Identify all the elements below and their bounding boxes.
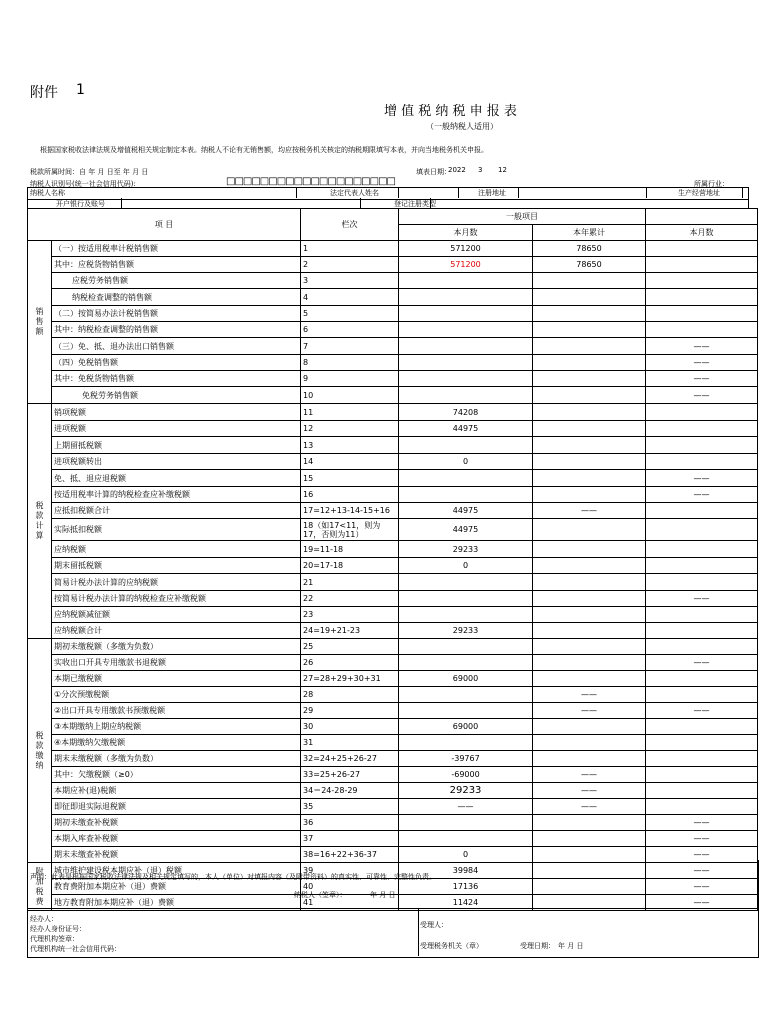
row-ytd-value[interactable]: [533, 338, 646, 355]
reg-addr-label: 注册地址: [478, 189, 506, 197]
fill-year: 2022: [448, 166, 466, 174]
row-month-value[interactable]: 29233: [399, 783, 533, 799]
row-month2-value[interactable]: [646, 623, 758, 639]
taxpayer-id-label: 纳税人识别号(统一社会信用代码):: [30, 180, 136, 188]
row-item: 按适用税率计算的纳税检查应补缴税额: [52, 487, 301, 503]
row-item: 简易计税办法计算的应纳税额: [52, 574, 301, 591]
row-ytd-value[interactable]: [533, 639, 646, 655]
row-month-value[interactable]: 17136: [399, 879, 533, 895]
row-item: （二）按简易办法计税销售额: [52, 306, 301, 322]
row-line: 3: [301, 273, 399, 289]
row-item: 期初未缴查补税额: [52, 815, 301, 831]
table-row: [28, 257, 758, 273]
row-ytd-value[interactable]: [533, 831, 646, 847]
row-item: 其中：应税货物销售额: [52, 257, 301, 273]
row-month-value[interactable]: [399, 591, 533, 607]
fill-day: 12: [498, 166, 507, 174]
row-month2-value[interactable]: [646, 574, 758, 591]
row-month-value[interactable]: [399, 815, 533, 831]
row-item: ④本期缴纳欠缴税额: [52, 735, 301, 751]
table-row: [28, 289, 758, 306]
row-line: 21: [301, 574, 399, 591]
row-month2-value[interactable]: [646, 437, 758, 454]
row-line: 7: [301, 338, 399, 355]
row-month-value[interactable]: 74208: [399, 404, 533, 421]
row-ytd-value[interactable]: 78650: [533, 241, 646, 257]
row-month2-value[interactable]: [646, 751, 758, 767]
row-month2-value[interactable]: ——: [646, 338, 758, 355]
row-month2-value[interactable]: [646, 783, 758, 799]
attachment-number: 1: [76, 82, 85, 98]
table-row: [28, 470, 758, 487]
table-row: [28, 338, 758, 355]
row-month-value[interactable]: 11424: [399, 895, 533, 911]
row-month2-value[interactable]: [646, 503, 758, 519]
table-row: [28, 404, 758, 421]
row-ytd-value[interactable]: [533, 355, 646, 371]
row-item: 实际抵扣税额: [52, 519, 301, 541]
intro-text: 根据国家税收法律法规及增值税相关规定制定本表。纳税人不论有无销售额，均应按税务机关核定的纳税期限填写本表，并向当地税务机关申报。: [40, 146, 488, 154]
row-ytd-value[interactable]: ——: [533, 687, 646, 703]
row-month-value[interactable]: [399, 655, 533, 671]
row-line: 13: [301, 437, 399, 454]
row-ytd-value[interactable]: ——: [533, 767, 646, 783]
row-month-value[interactable]: [399, 387, 533, 404]
row-item: 实收出口开具专用缴款书退税额: [52, 655, 301, 671]
receiver-office-label: 受理税务机关（章）: [420, 942, 483, 950]
row-month2-value[interactable]: ——: [646, 387, 758, 404]
agent-box: [27, 908, 759, 958]
row-ytd-value[interactable]: [533, 574, 646, 591]
row-ytd-value[interactable]: 78650: [533, 257, 646, 273]
section-tax-paid: 税款缴纳: [28, 639, 52, 863]
table-row: [28, 831, 758, 847]
row-ytd-value[interactable]: [533, 558, 646, 574]
row-month2-value[interactable]: [646, 273, 758, 289]
row-ytd-value[interactable]: [533, 289, 646, 306]
table-row: [28, 322, 758, 338]
row-ytd-value[interactable]: ——: [533, 799, 646, 815]
row-ytd-value[interactable]: ——: [533, 703, 646, 719]
row-month-value[interactable]: 0: [399, 847, 533, 863]
receiver-label: 受理人：: [420, 921, 448, 929]
row-ytd-value[interactable]: [533, 487, 646, 503]
row-item: 本期应补(退)税额: [52, 783, 301, 799]
table-row: [28, 591, 758, 607]
row-ytd-value[interactable]: [533, 671, 646, 687]
header-general: 一般项目: [399, 209, 646, 225]
header-ytd: 本年累计: [533, 225, 646, 241]
row-month-value[interactable]: -39767: [399, 751, 533, 767]
row-item: 即征即退实际退税额: [52, 799, 301, 815]
table-row: [28, 273, 758, 289]
row-line: 29: [301, 703, 399, 719]
row-item: 进项税额: [52, 421, 301, 437]
row-ytd-value[interactable]: [533, 607, 646, 623]
row-month2-value[interactable]: ——: [646, 895, 758, 911]
row-month2-value[interactable]: [646, 421, 758, 437]
row-month-value[interactable]: -69000: [399, 767, 533, 783]
row-item: 其中：免税货物销售额: [52, 371, 301, 387]
table-row: [28, 387, 758, 404]
row-ytd-value[interactable]: [533, 751, 646, 767]
row-month2-value[interactable]: [646, 799, 758, 815]
row-line: 6: [301, 322, 399, 338]
row-month-value[interactable]: 44975: [399, 503, 533, 519]
row-line: 34＝24-28-29: [301, 783, 399, 799]
row-item: 本期入库查补税额: [52, 831, 301, 847]
agency-code-label: 代理机构统一社会信用代码：: [30, 945, 121, 953]
table-row: [28, 306, 758, 322]
row-month2-value[interactable]: [646, 719, 758, 735]
row-ytd-value[interactable]: [533, 387, 646, 404]
row-line: 23: [301, 607, 399, 623]
row-ytd-value[interactable]: [533, 735, 646, 751]
row-item: 城市维护建设税本期应补（退）税额: [52, 863, 301, 879]
row-month2-value[interactable]: [646, 671, 758, 687]
row-item: 其中：纳税检查调整的销售额: [52, 322, 301, 338]
row-line: 20=17-18: [301, 558, 399, 574]
table-row: [28, 735, 758, 751]
row-month2-value[interactable]: ——: [646, 355, 758, 371]
row-item: 地方教育附加本期应补（退）费额: [52, 895, 301, 911]
table-row: [28, 703, 758, 719]
row-ytd-value[interactable]: ——: [533, 503, 646, 519]
bank-label: 开户银行及账号: [56, 200, 105, 208]
table-row: [28, 719, 758, 735]
row-item: （一）按适用税率计税销售额: [52, 241, 301, 257]
row-ytd-value[interactable]: [533, 519, 646, 541]
row-month2-value[interactable]: [646, 404, 758, 421]
row-line: 27=28+29+30+31: [301, 671, 399, 687]
table-row: [28, 783, 758, 799]
row-line: 16: [301, 487, 399, 503]
row-month2-value[interactable]: [646, 322, 758, 338]
row-line: 11: [301, 404, 399, 421]
row-ytd-value[interactable]: [533, 437, 646, 454]
row-month-value[interactable]: [399, 470, 533, 487]
row-month2-value[interactable]: ——: [646, 371, 758, 387]
section-surcharge: 附加税费: [28, 863, 52, 911]
row-line: 26: [301, 655, 399, 671]
row-line: 19=11-18: [301, 541, 399, 558]
fill-month: 3: [478, 166, 483, 174]
row-ytd-value[interactable]: [533, 541, 646, 558]
row-month-value[interactable]: 0: [399, 454, 533, 470]
row-line: 40: [301, 879, 399, 895]
table-row: [28, 623, 758, 639]
row-ytd-value[interactable]: [533, 421, 646, 437]
table-row: [28, 541, 758, 558]
row-item: 应纳税额: [52, 541, 301, 558]
table-row: [28, 607, 758, 623]
row-month-value[interactable]: 29233: [399, 623, 533, 639]
table-row: [28, 487, 758, 503]
row-month-value[interactable]: [399, 831, 533, 847]
row-line: 22: [301, 591, 399, 607]
row-line: 4: [301, 289, 399, 306]
table-row: [28, 371, 758, 387]
row-item: （三）免、抵、退办法出口销售额: [52, 338, 301, 355]
row-item: 应抵扣税额合计: [52, 503, 301, 519]
row-line: 30: [301, 719, 399, 735]
prod-addr-label: 生产经营地址: [678, 189, 720, 197]
header-month-2: 本月数: [646, 225, 758, 241]
row-month-value[interactable]: [399, 487, 533, 503]
row-ytd-value[interactable]: [533, 371, 646, 387]
row-month2-value[interactable]: [646, 289, 758, 306]
row-month-value[interactable]: 69000: [399, 719, 533, 735]
row-ytd-value[interactable]: ——: [533, 783, 646, 799]
receive-date-label: 受理日期：: [520, 942, 555, 950]
row-ytd-value[interactable]: [533, 815, 646, 831]
row-month2-value[interactable]: ——: [646, 487, 758, 503]
declaration-box: [27, 860, 759, 909]
row-month-value[interactable]: 571200: [399, 257, 533, 273]
row-item: ③本期缴纳上期应纳税额: [52, 719, 301, 735]
declaration-text: 声明：此表是根据国家税收法律法规及相关规定填写的，本人（单位）对填报内容（及附带资料）的真实性、可靠性、完整性负责。: [30, 873, 436, 881]
row-item: 本期已缴税额: [52, 671, 301, 687]
row-month-value[interactable]: ——: [399, 799, 533, 815]
row-line: 12: [301, 421, 399, 437]
row-ytd-value[interactable]: [533, 591, 646, 607]
taxpayer-id-boxes[interactable]: □□□□□□□□□□□□□□□□□□□□: [226, 176, 395, 187]
row-line: 18（如17<11，则为17，否则为11）: [301, 519, 399, 541]
table-row: [28, 437, 758, 454]
row-month-value[interactable]: [399, 355, 533, 371]
row-month-value[interactable]: [399, 338, 533, 355]
row-item: 纳税检查调整的销售额: [52, 289, 301, 306]
row-item: 期末未缴查补税额: [52, 847, 301, 863]
row-month-value[interactable]: 39984: [399, 863, 533, 879]
row-item: 期末留抵税额: [52, 558, 301, 574]
section-sales: 销售额: [28, 241, 52, 404]
row-ytd-value[interactable]: [533, 322, 646, 338]
row-month-value[interactable]: [399, 703, 533, 719]
table-row: [28, 687, 758, 703]
row-month-value[interactable]: 29233: [399, 541, 533, 558]
row-item: ②出口开具专用缴款书预缴税额: [52, 703, 301, 719]
row-month-value[interactable]: [399, 437, 533, 454]
row-month2-value[interactable]: ——: [646, 591, 758, 607]
industry-label: 所属行业：: [694, 180, 729, 188]
row-item: 按简易计税办法计算的纳税检查应补缴税额: [52, 591, 301, 607]
row-month-value[interactable]: [399, 322, 533, 338]
page-title: 增 值 税 纳 税 申 报 表: [384, 104, 517, 119]
row-month2-value[interactable]: ——: [646, 470, 758, 487]
table-row: [28, 454, 758, 470]
row-line: 37: [301, 831, 399, 847]
row-line: 24=19+21-23: [301, 623, 399, 639]
table-row: [28, 574, 758, 591]
row-month-value[interactable]: [399, 289, 533, 306]
reg-type-label: 登记注册类型: [394, 200, 436, 208]
row-line: 1: [301, 241, 399, 257]
table-row: [28, 519, 758, 541]
row-month-value[interactable]: [399, 735, 533, 751]
row-month2-value[interactable]: [646, 241, 758, 257]
row-ytd-value[interactable]: [533, 306, 646, 322]
row-line: 36: [301, 815, 399, 831]
row-month-value[interactable]: 571200: [399, 241, 533, 257]
table-row: [28, 503, 758, 519]
row-line: 33=25+26-27: [301, 767, 399, 783]
tax-table: [27, 208, 758, 911]
row-month2-value[interactable]: [646, 687, 758, 703]
row-month2-value[interactable]: [646, 257, 758, 273]
period-text: 税款所属时间：自 年 月 日至 年 月 日: [30, 168, 149, 176]
section-tax-calc: 税款计算: [28, 404, 52, 639]
row-month2-value[interactable]: ——: [646, 879, 758, 895]
header-month: 本月数: [399, 225, 533, 241]
header-line: 栏次: [301, 209, 399, 241]
row-month-value[interactable]: 44975: [399, 519, 533, 541]
row-item: （四）免税销售额: [52, 355, 301, 371]
row-month2-value[interactable]: ——: [646, 831, 758, 847]
table-row: [28, 241, 758, 257]
row-month2-value[interactable]: [646, 767, 758, 783]
row-line: 38=16+22+36-37: [301, 847, 399, 863]
row-item: 销项税额: [52, 404, 301, 421]
row-month-value[interactable]: [399, 306, 533, 322]
page-subtitle: （一般纳税人适用）: [426, 122, 498, 131]
header-item: 项 目: [28, 209, 301, 241]
row-ytd-value[interactable]: [533, 470, 646, 487]
row-month2-value[interactable]: [646, 558, 758, 574]
table-row: [28, 558, 758, 574]
table-row: [28, 767, 758, 783]
row-line: 28: [301, 687, 399, 703]
table-row: [28, 751, 758, 767]
table-row: [28, 355, 758, 371]
row-month-value[interactable]: [399, 607, 533, 623]
row-line: 25: [301, 639, 399, 655]
legal-rep-label: 法定代表人姓名: [330, 189, 379, 197]
agent-id-label: 经办人身份证号：: [30, 925, 86, 933]
row-ytd-value[interactable]: [533, 623, 646, 639]
row-line: 15: [301, 470, 399, 487]
row-item: 应纳税额合计: [52, 623, 301, 639]
row-month2-value[interactable]: [646, 454, 758, 470]
row-item: 进项税额转出: [52, 454, 301, 470]
row-month-value[interactable]: 0: [399, 558, 533, 574]
sign-date: 年 月 日: [370, 891, 396, 899]
attachment-label: 附件: [30, 85, 58, 101]
taxpayer-name-label: 纳税人名称: [30, 189, 65, 197]
row-item: 上期留抵税额: [52, 437, 301, 454]
row-item: 教育费附加本期应补（退）费额: [52, 879, 301, 895]
row-line: 9: [301, 371, 399, 387]
row-month2-value[interactable]: ——: [646, 655, 758, 671]
row-line: 10: [301, 387, 399, 404]
row-item: 期初未缴税额（多缴为负数）: [52, 639, 301, 655]
table-row: [28, 421, 758, 437]
table-row: [28, 671, 758, 687]
row-line: 17=12+13-14-15+16: [301, 503, 399, 519]
row-ytd-value[interactable]: [533, 655, 646, 671]
row-month-value[interactable]: [399, 687, 533, 703]
row-line: 35: [301, 799, 399, 815]
row-ytd-value[interactable]: [533, 719, 646, 735]
row-month-value[interactable]: [399, 273, 533, 289]
row-line: 2: [301, 257, 399, 273]
row-month-value[interactable]: 44975: [399, 421, 533, 437]
row-ytd-value[interactable]: [533, 273, 646, 289]
receive-date: 年 月 日: [558, 942, 584, 950]
row-month2-value[interactable]: [646, 306, 758, 322]
row-item: 免、抵、退应退税额: [52, 470, 301, 487]
row-month2-value[interactable]: [646, 541, 758, 558]
row-ytd-value[interactable]: [533, 404, 646, 421]
row-month2-value[interactable]: [646, 735, 758, 751]
row-item: 期末未缴税额（多缴为负数）: [52, 751, 301, 767]
table-row: [28, 815, 758, 831]
row-month2-value[interactable]: [646, 519, 758, 541]
row-item: 应税劳务销售额: [52, 273, 301, 289]
row-month2-value[interactable]: [646, 607, 758, 623]
agency-seal-label: 代理机构签章：: [30, 935, 79, 943]
row-line: 39: [301, 863, 399, 879]
row-line: 8: [301, 355, 399, 371]
row-month-value[interactable]: 69000: [399, 671, 533, 687]
row-month2-value[interactable]: ——: [646, 863, 758, 879]
row-month2-value[interactable]: ——: [646, 815, 758, 831]
row-item: 应纳税额减征额: [52, 607, 301, 623]
row-line: 5: [301, 306, 399, 322]
row-line: 32=24+25+26-27: [301, 751, 399, 767]
row-item: 其中：欠缴税额（≥0）: [52, 767, 301, 783]
row-item: 免税劳务销售额: [52, 387, 301, 404]
fill-date-label: 填表日期：: [416, 168, 451, 176]
row-month-value[interactable]: [399, 639, 533, 655]
table-row: [28, 639, 758, 655]
agent-label: 经办人：: [30, 915, 58, 923]
header-other: [646, 209, 758, 225]
row-month2-value[interactable]: ——: [646, 703, 758, 719]
row-line: 14: [301, 454, 399, 470]
table-row: [28, 799, 758, 815]
row-month2-value[interactable]: ——: [646, 847, 758, 863]
row-ytd-value[interactable]: [533, 454, 646, 470]
row-month2-value[interactable]: [646, 639, 758, 655]
sign-label: 纳税人（签章）：: [294, 891, 347, 899]
row-line: 31: [301, 735, 399, 751]
row-month-value[interactable]: [399, 371, 533, 387]
row-line: 41: [301, 895, 399, 911]
row-month-value[interactable]: [399, 574, 533, 591]
row-item: ①分次预缴税额: [52, 687, 301, 703]
table-row: [28, 655, 758, 671]
